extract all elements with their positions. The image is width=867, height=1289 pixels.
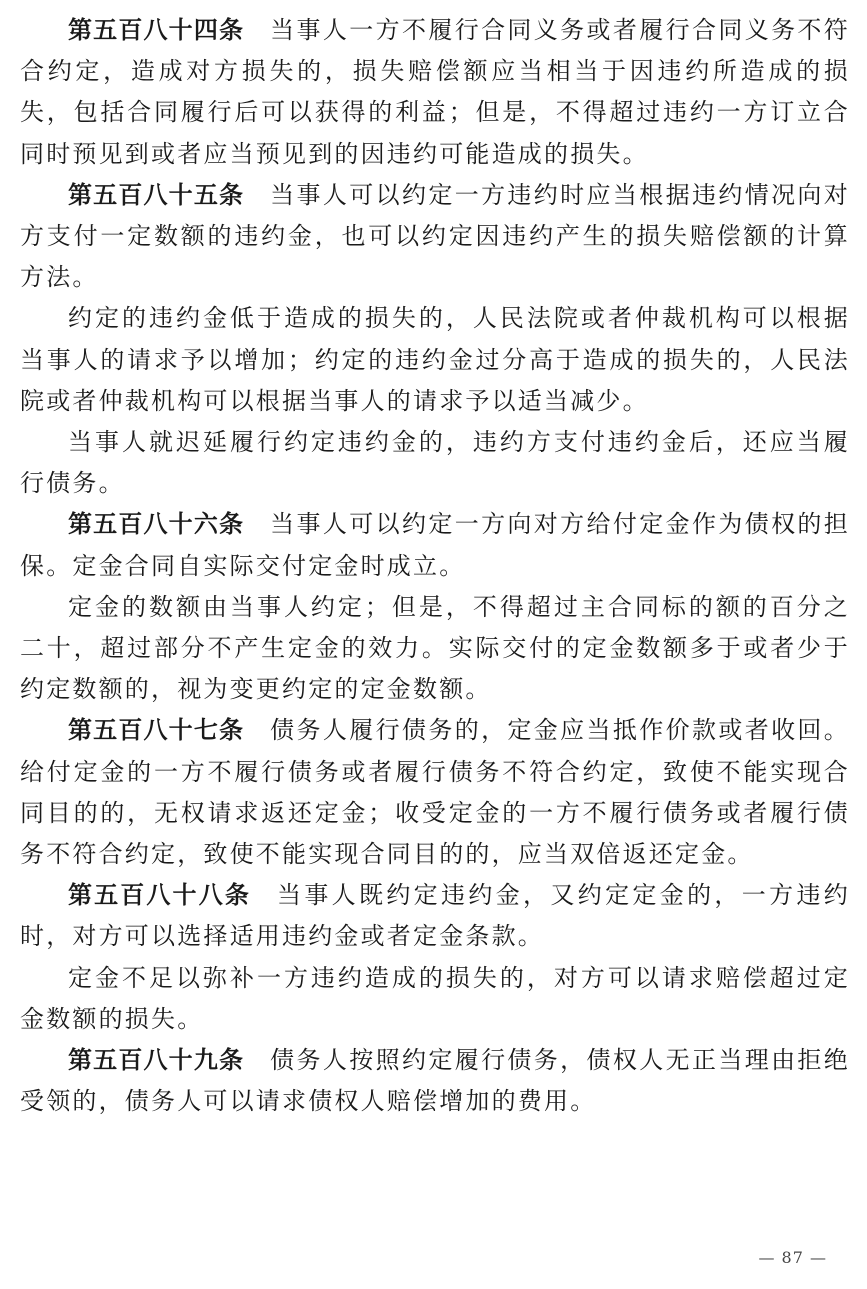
article-text: 债务人按照约定履行债务，债权人无正当理由拒绝受领的，债务人可以请求债权人赔偿增加的费用。 xyxy=(20,1046,850,1116)
paragraph-584 xyxy=(20,10,850,175)
article-text: 约定的违约金低于造成的损失的，人民法院或者仲裁机构可以根据当事人的请求予以增加；约定的违约金过分高于造成的损失的，人民法院或者仲裁机构可以根据当事人的请求予以适当减少。 xyxy=(20,304,850,415)
article-number: 第五百八十七条 xyxy=(68,716,245,745)
paragraph-585 xyxy=(20,175,850,299)
paragraph-586 xyxy=(20,504,850,586)
article-text: 债务人履行债务的，定金应当抵作价款或者收回。给付定金的一方不履行债务或者履行债务不符合约定，致使不能实现合同目的的，无权请求返还定金；收受定金的一方不履行债务或者履行债务不符合约定，致使不能实现合同目的的，应当双倍返还定金。 xyxy=(20,716,850,869)
article-number: 第五百八十六条 xyxy=(68,510,245,539)
paragraph-585-3 xyxy=(20,422,850,504)
article-number: 第五百八十八条 xyxy=(68,881,251,910)
article-text: 当事人一方不履行合同义务或者履行合同义务不符合约定，造成对方损失的，损失赔偿额应当相当于因违约所造成的损失，包括合同履行后可以获得的利益；但是，不得超过违约一方订立合同时预见到或者应当预见到的因违约可能造成的损失。 xyxy=(20,16,850,168)
article-text: 当事人可以约定一方违约时应当根据违约情况向对方支付一定数额的违约金，也可以约定因违约产生的损失赔偿额的计算方法。 xyxy=(20,180,850,292)
article-text: 当事人可以约定一方向对方给付定金作为债权的担保。定金合同自实际交付定金时成立。 xyxy=(20,510,850,580)
paragraph-586-2 xyxy=(20,587,850,711)
paragraph-588-2 xyxy=(20,958,850,1040)
paragraph-587 xyxy=(20,710,850,875)
article-text: 当事人就迟延履行约定违约金的，违约方支付违约金后，还应当履行债务。 xyxy=(20,428,850,498)
paragraph-585-2 xyxy=(20,298,850,422)
article-number: 第五百八十四条 xyxy=(68,16,245,44)
article-text: 定金的数额由当事人约定；但是，不得超过主合同标的额的百分之二十，超过部分不产生定金的效力。实际交付的定金数额多于或者少于约定数额的，视为变更约定的定金数额。 xyxy=(20,592,850,704)
article-text: 当事人既约定违约金，又约定定金的，一方违约时，对方可以选择适用违约金或者定金条款。 xyxy=(20,881,850,951)
paragraph-588 xyxy=(20,875,850,957)
article-text: 定金不足以弥补一方违约造成的损失的，对方可以请求赔偿超过定金数额的损失。 xyxy=(20,963,850,1033)
page-number: — 87 — xyxy=(758,1248,827,1267)
paragraph-589 xyxy=(20,1040,850,1122)
article-number: 第五百八十九条 xyxy=(68,1046,245,1075)
article-number: 第五百八十五条 xyxy=(68,180,245,209)
document-page xyxy=(20,10,850,1122)
